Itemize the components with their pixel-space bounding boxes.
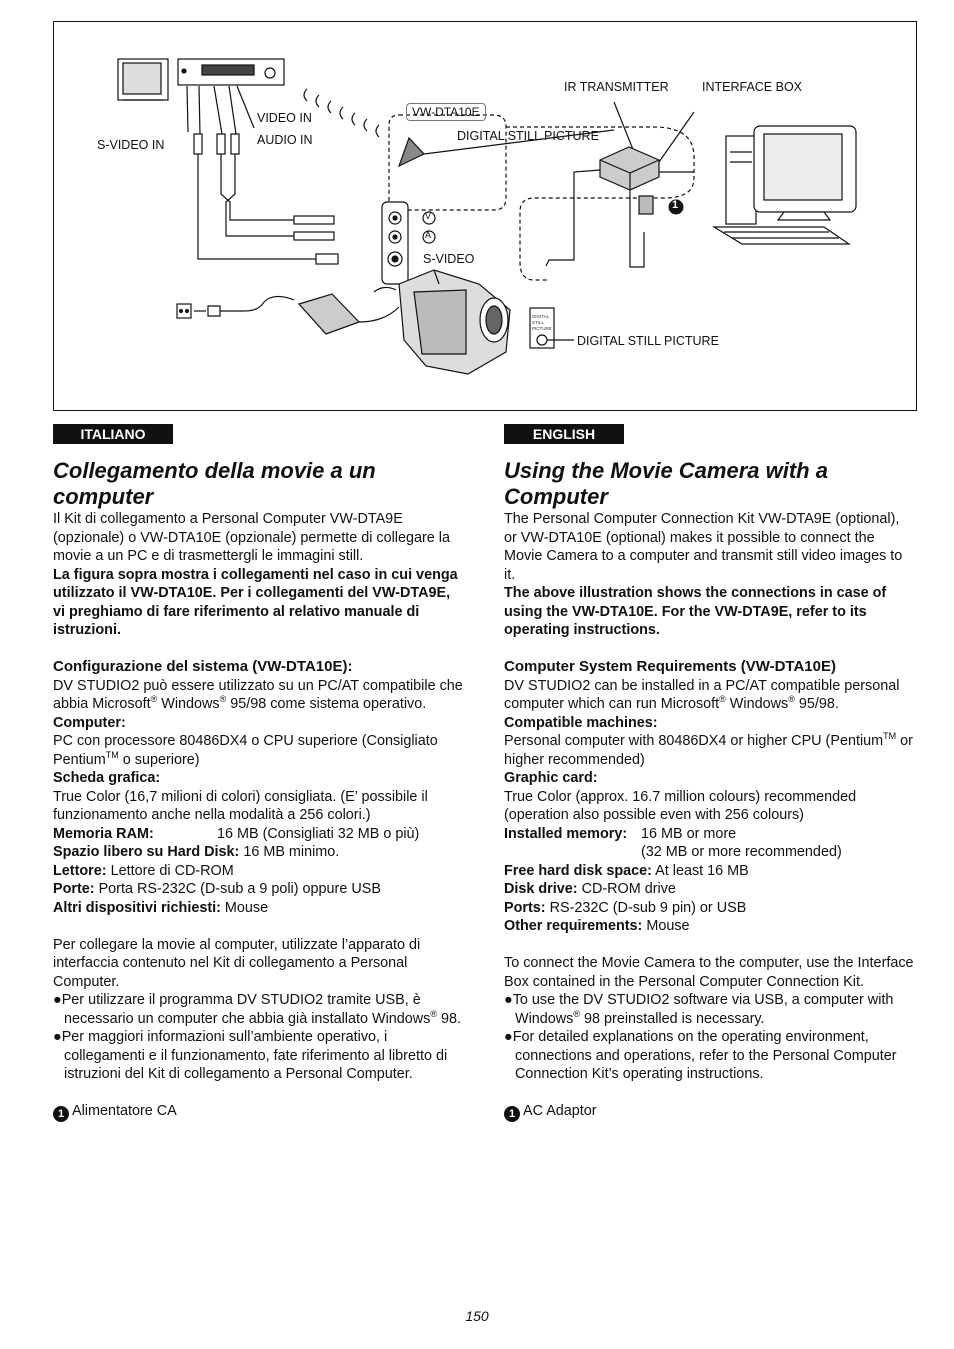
- drive-row-italiano: Lettore: Lettore di CD-ROM: [53, 862, 234, 879]
- graphic-label-italiano: Scheda grafica:: [53, 770, 161, 786]
- label-digital-still-picture-top: DIGITAL STILL PICTURE: [457, 129, 599, 143]
- lang-bar-english: ENGLISH: [504, 424, 624, 444]
- other-row-english: Other requirements: Mouse: [504, 918, 690, 934]
- label-tiny-3: PICTURE: [532, 326, 552, 331]
- label-jack-v: V: [425, 211, 432, 221]
- connect-text-english: To connect the Movie Camera to the computer, use the Interface Box contained in the Personal Computer Connection Kit.: [504, 955, 914, 990]
- bullet-2-english: ●For detailed explanations on the operating environment, connections and operations, refer to the Personal Computer Connection Kit’s operating instructions.: [504, 1029, 897, 1082]
- vcr-icon: [178, 59, 284, 85]
- column-english: [504, 458, 914, 1122]
- note-english: 1 AC Adaptor: [504, 1102, 914, 1122]
- title-italiano: Collegamento della movie a un computer: [53, 458, 376, 509]
- intro-english: The Personal Computer Connection Kit VW-DTA9E (optional), or VW-DTA10E (optional) makes it possible to connect the Movie Camera to a computer and transmit still video images to it.: [504, 511, 903, 583]
- tv-icon: [118, 59, 168, 100]
- lang-bar-italiano: ITALIANO: [53, 424, 173, 444]
- label-tiny-2: STILL: [532, 320, 545, 325]
- req-heading-italiano: Configurazione del sistema (VW-DTA10E):: [53, 658, 353, 675]
- label-audio-in: AUDIO IN: [257, 133, 313, 147]
- connect-text-italiano: Per collegare la movie al computer, utilizzate l’apparato di interfaccia contenuto nel Kit di collegamento a Personal Computer.: [53, 936, 421, 990]
- label-ir-transmitter: IR TRANSMITTER: [564, 80, 669, 94]
- label-interface-box: INTERFACE BOX: [702, 80, 803, 94]
- compat-label-english: Compatible machines:: [504, 714, 658, 731]
- graphic-text-english: True Color (approx. 16.7 million colours) recommended (operation also possible even with 256 colours): [504, 788, 857, 823]
- computer-icon: [714, 126, 856, 244]
- bullet-1-english: ●To use the DV STUDIO2 software via USB, a computer with Windows® 98 preinstalled is necessary.: [504, 992, 894, 1027]
- note-italiano: 1 Alimentatore CA: [53, 1102, 463, 1122]
- other-row-italiano: Altri dispositivi richiesti: Mouse: [53, 899, 269, 916]
- intro-bold-english: The above illustration shows the connections in case of using the VW-DTA10E. For the VW-DTA9E, refer to its operating instructions.: [504, 585, 887, 638]
- req-text-english: DV STUDIO2 can be installed in a PC/AT compatible personal computer which can run Microsoft® Windows® 95/98.: [504, 677, 900, 712]
- number-1-icon: 1: [53, 1106, 69, 1122]
- graphic-text-italiano: True Color (16,7 milioni di colori) consigliata. (E’ possibile il funzionamento anche nella modalità a 256 colori.): [53, 788, 428, 823]
- title-english: Using the Movie Camera with a Computer: [504, 458, 828, 509]
- drive-row-english: Disk drive: CD-ROM drive: [504, 881, 676, 897]
- label-digital-still-picture-bottom: DIGITAL STILL PICTURE: [577, 334, 719, 348]
- label-model: VW-DTA10E: [406, 103, 486, 121]
- computer-label-italiano: Computer:: [53, 714, 126, 731]
- computer-text-italiano: PC con processore 80486DX4 o CPU superiore (Consigliato Pentium™ o superiore): [53, 733, 438, 768]
- connection-diagram: [53, 21, 917, 411]
- label-jack-a: A: [425, 230, 432, 240]
- label-svideo-in: S-VIDEO IN: [97, 138, 165, 152]
- camcorder-icon: [399, 270, 510, 374]
- disk-row-italiano: Spazio libero su Hard Disk: 16 MB minimo.: [53, 844, 340, 860]
- ac-adaptor-icon: [299, 287, 399, 334]
- mem-row-english: Installed memory: 16 MB or more: [504, 825, 737, 842]
- interface-box-icon: [600, 147, 659, 190]
- intro-bold-italiano: La figura sopra mostra i collegamenti nel caso in cui venga utilizzato il VW-DTA10E. Per i collegamenti del VW-DTA9E, vi preghiamo di fare riferimento al relativo manuale di istruzioni.: [53, 566, 458, 638]
- req-text-italiano: DV STUDIO2 può essere utilizzato su un PC/AT compatibile che abbia Microsoft® Windows® 95/98 come sistema operativo.: [53, 677, 463, 712]
- ports-row-english: Ports: RS-232C (D-sub 9 pin) or USB: [504, 899, 747, 916]
- label-tiny-1: DIGITAL: [532, 314, 550, 319]
- ports-row-italiano: Porte: Porta RS-232C (D-sub a 9 poli) oppure USB: [53, 881, 381, 897]
- label-svideo: S-VIDEO: [423, 252, 475, 266]
- disk-row-english: Free hard disk space: At least 16 MB: [504, 862, 749, 879]
- intro-italiano: Il Kit di collegamento a Personal Computer VW-DTA9E (opzionale) o VW-DTA10E (opzionale) permette di collegare la movie a un PC e di trasmettergli le immagini still.: [53, 511, 450, 564]
- mem-row2-english: (32 MB or more recommended): [641, 844, 842, 860]
- label-video-in: VIDEO IN: [257, 111, 312, 125]
- graphic-label-english: Graphic card:: [504, 770, 598, 786]
- bullet-1-italiano: ●Per utilizzare il programma DV STUDIO2 tramite USB, è necessario un computer che abbia già installato Windows® 98.: [53, 992, 462, 1027]
- page-number: 150: [465, 1308, 489, 1324]
- ram-row-italiano: Memoria RAM: 16 MB (Consigliati 32 MB o più): [53, 825, 420, 842]
- callout-1-number: 1: [672, 199, 679, 211]
- bullet-2-italiano: ●Per maggiori informazioni sull’ambiente operativo, i collegamenti e il funzionamento, fate riferimento al libretto di istruzioni del Kit di collegamento a Personal Computer.: [53, 1029, 448, 1082]
- number-1-icon: 1: [504, 1106, 520, 1122]
- req-heading-english: Computer System Requirements (VW-DTA10E): [504, 658, 836, 675]
- compat-text-english: Personal computer with 80486DX4 or higher CPU (Pentium™ or higher recommended): [504, 731, 913, 768]
- column-italiano: [53, 458, 463, 1122]
